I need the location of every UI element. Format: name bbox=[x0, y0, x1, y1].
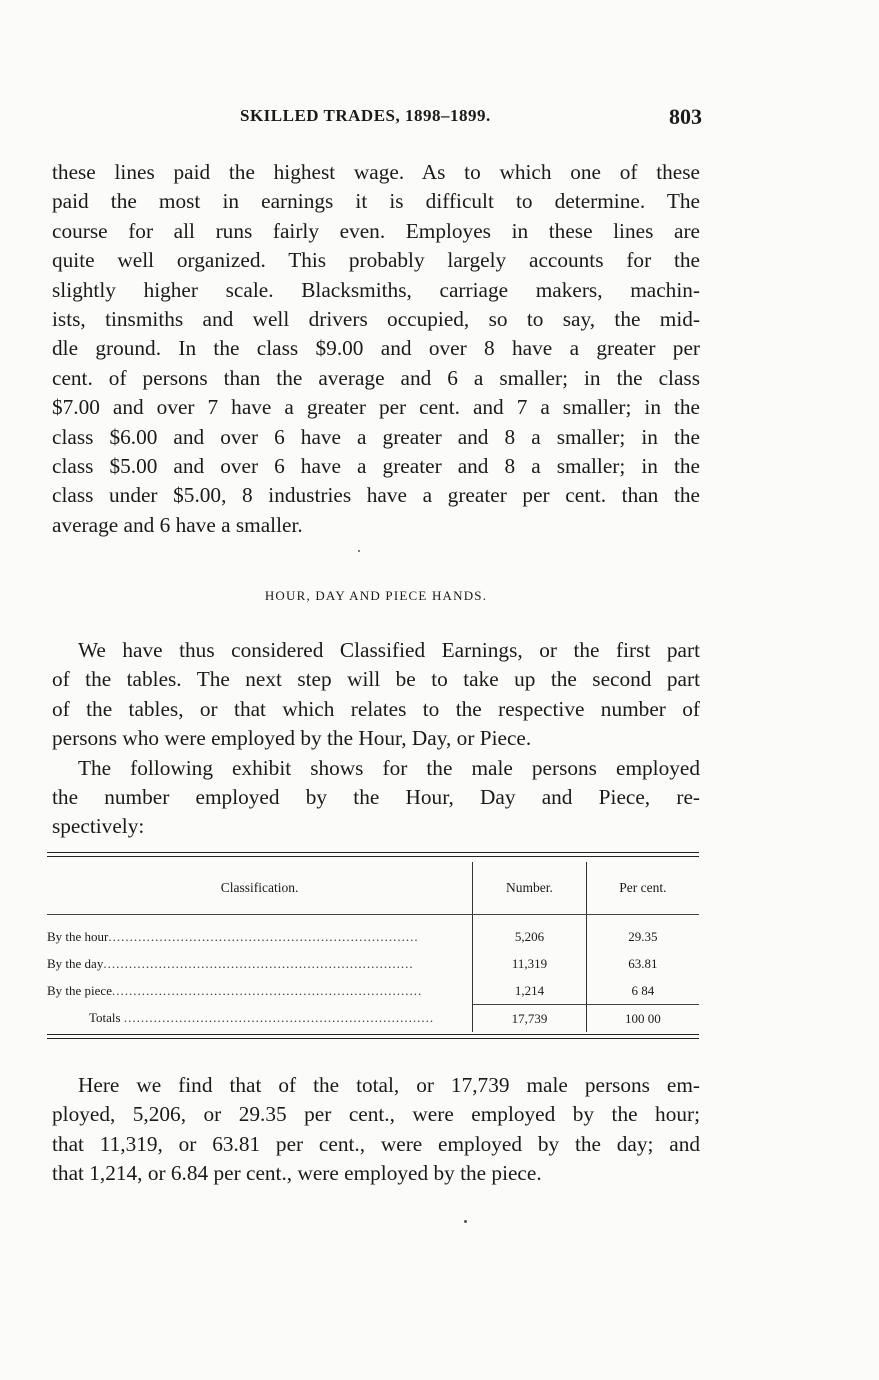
text-line: cent. of persons than the average and 6 a smaller; in the class bbox=[52, 365, 700, 390]
text-line: of the tables. The next step will be to take up the second part bbox=[52, 667, 700, 692]
table-header-row bbox=[47, 862, 699, 915]
text-line: paid the most in earnings it is difficult to determine. The bbox=[52, 189, 700, 214]
text-line: ployed, 5,206, or 29.35 per cent., were employed by the hour; bbox=[52, 1102, 700, 1127]
row-label-cell: By the day......................................................................... bbox=[47, 955, 414, 971]
text-line: ists, tinsmiths and well drivers occupied, so to say, the mid- bbox=[52, 307, 700, 332]
text-line: spectively: bbox=[52, 814, 145, 839]
table-bottom-rule bbox=[47, 1038, 699, 1039]
text-line: class under $5.00, 8 industries have a greater per cent. than the bbox=[52, 483, 700, 508]
text-line: $7.00 and over 7 have a greater per cent. and 7 a smaller; in the bbox=[52, 395, 700, 420]
percent-cell: 63.81 bbox=[586, 950, 699, 977]
row-label-cell: By the hour......................................................................... bbox=[47, 928, 419, 944]
table-row bbox=[47, 950, 699, 977]
percent-cell: 6 84 bbox=[586, 977, 699, 1005]
text-line: dle ground. In the class $9.00 and over 8 have a greater per bbox=[52, 336, 700, 361]
row-label: By the piece bbox=[47, 982, 112, 998]
text-line: persons who were employed by the Hour, Day, or Piece. bbox=[52, 726, 532, 751]
column-header-percent: Per cent. bbox=[586, 862, 699, 915]
print-speck bbox=[358, 550, 360, 552]
text-line: the number employed by the Hour, Day and Piece, re- bbox=[52, 785, 700, 810]
text-line: average and 6 have a smaller. bbox=[52, 512, 303, 537]
totals-number-cell: 17,739 bbox=[473, 1005, 587, 1033]
column-header-number: Number. bbox=[473, 862, 587, 915]
totals-percent-cell: 100 00 bbox=[586, 1005, 699, 1033]
paragraph-wage-comparison bbox=[52, 158, 700, 540]
text-line: class $6.00 and over 6 have a greater and 8 a smaller; in the bbox=[52, 424, 700, 449]
row-label: By the hour bbox=[47, 928, 109, 944]
row-label: By the day bbox=[47, 955, 104, 971]
text-line: class $5.00 and over 6 have a greater and 8 a smaller; in the bbox=[52, 454, 700, 479]
table-bottom-rule bbox=[47, 1034, 699, 1035]
text-line: of the tables, or that which relates to the respective number of bbox=[52, 696, 700, 721]
row-label-cell: By the piece......................................................................... bbox=[47, 982, 423, 998]
percent-cell: 29.35 bbox=[586, 915, 699, 951]
totals-row bbox=[47, 1005, 699, 1033]
page-header bbox=[52, 104, 702, 134]
text-line: The following exhibit shows for the male persons employed bbox=[78, 755, 700, 780]
number-cell: 11,319 bbox=[473, 950, 587, 977]
text-line: Here we find that of the total, or 17,739 male persons em- bbox=[78, 1073, 700, 1097]
text-line: quite well organized. This probably largely accounts for the bbox=[52, 248, 700, 273]
page-number: 803 bbox=[669, 104, 702, 129]
row-label-cell: Totals ......................................................................... bbox=[89, 1010, 435, 1026]
employment-table bbox=[47, 852, 699, 1042]
text-line: that 1,214, or 6.84 per cent., were employed by the piece. bbox=[52, 1161, 542, 1186]
print-speck bbox=[464, 1220, 467, 1223]
text-line: slightly higher scale. Blacksmiths, carriage makers, machin- bbox=[52, 277, 700, 302]
table-row bbox=[47, 915, 699, 951]
text-line: We have thus considered Classified Earnings, or the first part bbox=[78, 638, 700, 662]
running-head: SKILLED TRADES, 1898–1899. bbox=[240, 106, 491, 125]
text-line: course for all runs fairly even. Employes in these lines are bbox=[52, 218, 700, 243]
table-top-rule bbox=[47, 852, 699, 853]
column-header-classification: Classification. bbox=[47, 862, 473, 915]
data-table bbox=[47, 862, 699, 1032]
totals-label: Totals bbox=[89, 1010, 121, 1026]
paragraph-introduction bbox=[52, 636, 700, 842]
text-line: that 11,319, or 63.81 per cent., were employed by the day; and bbox=[52, 1131, 700, 1156]
number-cell: 1,214 bbox=[473, 977, 587, 1005]
section-heading: HOUR, DAY AND PIECE HANDS. bbox=[264, 588, 488, 603]
paragraph-summary bbox=[52, 1071, 700, 1189]
number-cell: 5,206 bbox=[473, 915, 587, 951]
table-row bbox=[47, 977, 699, 1005]
table-top-rule bbox=[47, 856, 699, 857]
text-line: these lines paid the highest wage. As to which one of these bbox=[52, 160, 700, 184]
